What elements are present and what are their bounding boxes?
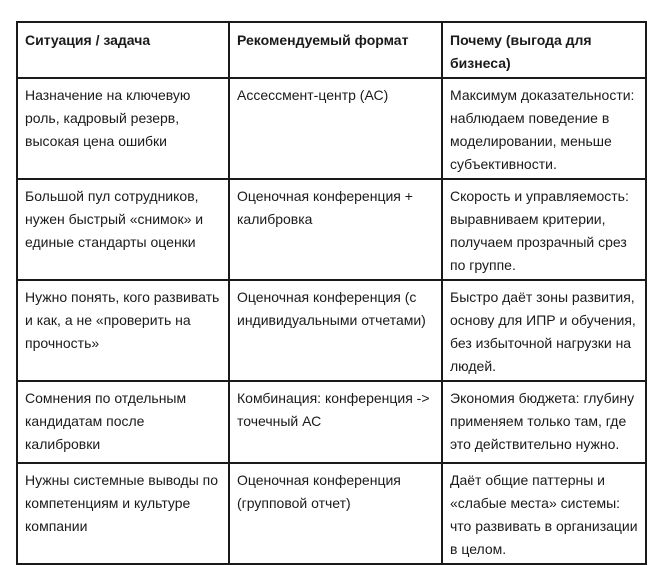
- table-row: [17, 78, 646, 179]
- cell-situation-3: Нужно понять, кого развивать и как, а не «проверить на прочность»: [17, 280, 229, 381]
- header-recommended-format: Рекомендуемый формат: [229, 22, 442, 78]
- cell-format-1: Ассессмент-центр (АС): [229, 78, 442, 179]
- cell-situation-1: Назначение на ключевую роль, кадровый резерв, высокая цена ошибки: [17, 78, 229, 179]
- table-row: [17, 179, 646, 280]
- cell-why-4: Экономия бюджета: глубину применяем только там, где это действительно нужно.: [442, 381, 646, 463]
- cell-situation-5: Нужны системные выводы по компетенциям и культуре компании: [17, 463, 229, 564]
- table-header-row: [17, 22, 646, 78]
- cell-why-1: Максимум доказательности: наблюдаем поведение в моделировании, меньше субъективности.: [442, 78, 646, 179]
- assessment-format-table: [16, 21, 647, 565]
- cell-situation-4: Сомнения по отдельным кандидатам после калибровки: [17, 381, 229, 463]
- table-row: [17, 280, 646, 381]
- cell-format-2: Оценочная конференция + калибровка: [229, 179, 442, 280]
- cell-format-4: Комбинация: конференция -> точечный АС: [229, 381, 442, 463]
- cell-why-5: Даёт общие паттерны и «слабые места» системы: что развивать в организации в целом.: [442, 463, 646, 564]
- cell-format-3: Оценочная конференция (с индивидуальными отчетами): [229, 280, 442, 381]
- header-why-benefit: Почему (выгода для бизнеса): [442, 22, 646, 78]
- table-row: [17, 463, 646, 564]
- header-situation: Ситуация / задача: [17, 22, 229, 78]
- table-row: [17, 381, 646, 463]
- document-page: [16, 21, 647, 565]
- cell-why-3: Быстро даёт зоны развития, основу для ИПР и обучения, без избыточной нагрузки на людей.: [442, 280, 646, 381]
- cell-situation-2: Большой пул сотрудников, нужен быстрый «снимок» и единые стандарты оценки: [17, 179, 229, 280]
- cell-format-5: Оценочная конференция (групповой отчет): [229, 463, 442, 564]
- cell-why-2: Скорость и управляемость: выравниваем критерии, получаем прозрачный срез по группе.: [442, 179, 646, 280]
